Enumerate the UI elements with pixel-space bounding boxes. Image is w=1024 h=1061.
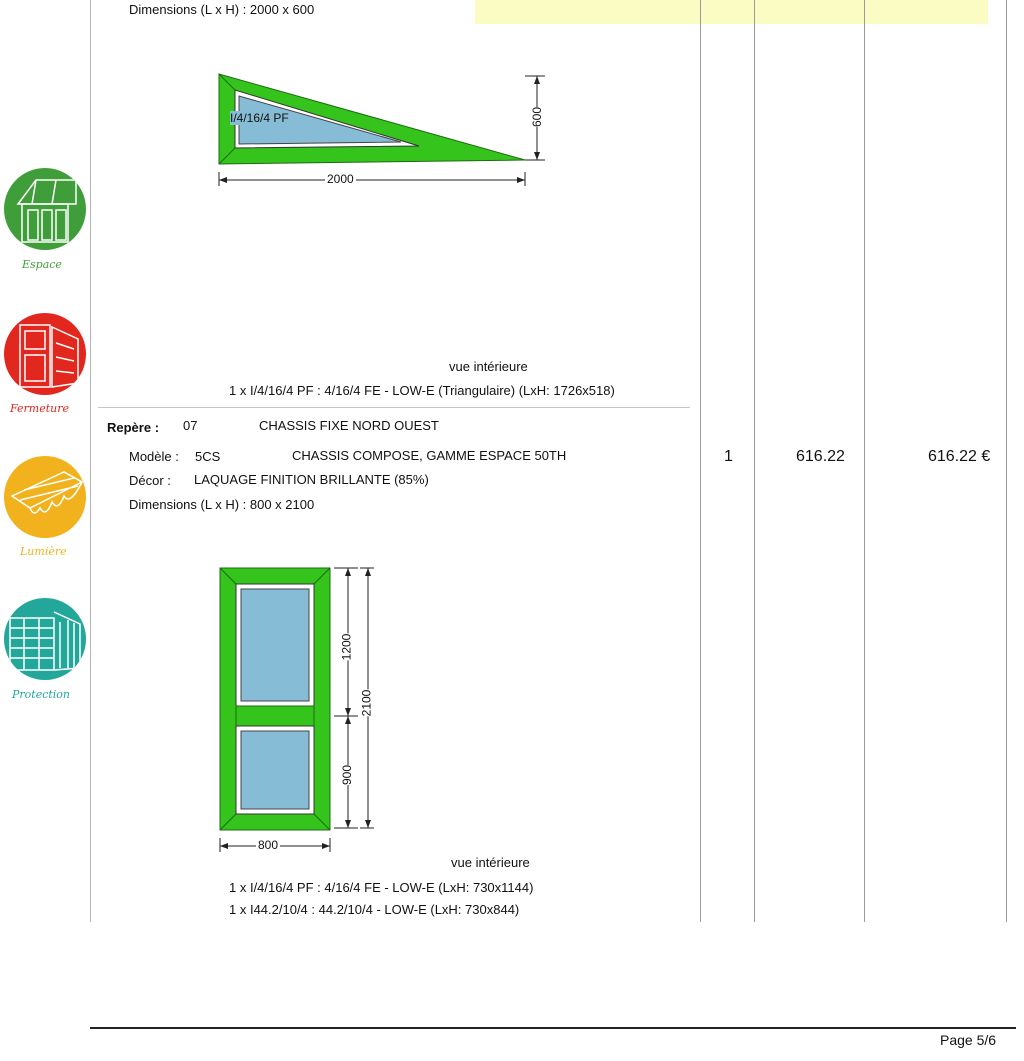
- item1-glazing: 1 x I/4/16/4 PF : 4/16/4 FE - LOW-E (Triangulaire) (LxH: 1726x518): [229, 383, 615, 398]
- lumiere-label: Lumière: [20, 545, 67, 558]
- protection-label: Protection: [12, 688, 71, 701]
- total-price-cell: 616.22 €: [928, 448, 991, 465]
- repere-title: CHASSIS FIXE NORD OUEST: [259, 418, 439, 433]
- item2-dim-width: 800: [258, 838, 279, 852]
- highlight-band: [475, 0, 988, 24]
- decor-label: Décor :: [129, 473, 171, 488]
- lumiere-logo: [4, 456, 86, 538]
- item1-glass-label: I/4/16/4 PF: [230, 111, 289, 125]
- unit-price-cell: 616.22: [796, 448, 845, 465]
- fermeture-logo: [4, 313, 86, 395]
- item1-dimensions: Dimensions (L x H) : 2000 x 600: [129, 2, 315, 17]
- protection-logo: [4, 598, 86, 680]
- espace-label: Espace: [22, 258, 62, 271]
- modele-desc: CHASSIS COMPOSE, GAMME ESPACE 50TH: [292, 448, 567, 463]
- footer-rule: [90, 1027, 1016, 1029]
- item1-dim-width: 2000: [327, 172, 354, 186]
- modele-label: Modèle :: [129, 449, 179, 464]
- awning-icon: [4, 456, 86, 538]
- page-number: Page 5/6: [940, 1032, 997, 1048]
- decor-value: LAQUAGE FINITION BRILLANTE (85%): [194, 472, 429, 487]
- shutter-icon: [4, 598, 86, 680]
- item2-glazing-2: 1 x I44.2/10/4 : 44.2/10/4 - LOW-E (LxH: 730x844): [229, 902, 520, 917]
- espace-logo: [4, 168, 86, 250]
- table-border-col2: [754, 0, 755, 922]
- item1-dim-height: 600: [530, 106, 545, 128]
- item2-glazing-1: 1 x I/4/16/4 PF : 4/16/4 FE - LOW-E (LxH: 730x1144): [229, 880, 534, 895]
- item2-dimensions: Dimensions (L x H) : 800 x 2100: [129, 497, 315, 512]
- item2-dim-bottom: 900: [340, 764, 355, 786]
- repere-value: 07: [183, 418, 198, 433]
- modele-code: 5CS: [195, 449, 221, 464]
- fermeture-label: Fermeture: [10, 402, 70, 415]
- triangle-window-drawing: [205, 68, 565, 188]
- row-separator: [98, 407, 690, 408]
- table-border-col3: [864, 0, 865, 922]
- door-icon: [4, 313, 86, 395]
- item2-view-label: vue intérieure: [451, 855, 530, 870]
- repere-label: Repère :: [107, 420, 160, 435]
- table-border-left: [90, 0, 91, 922]
- table-border-col1: [700, 0, 701, 922]
- veranda-icon: [4, 168, 86, 250]
- quantity-cell: 1: [724, 448, 733, 465]
- item1-view-label: vue intérieure: [449, 359, 528, 374]
- table-border-right: [1006, 0, 1007, 922]
- item2-dim-top: 1200: [339, 633, 354, 661]
- item2-dim-total: 2100: [359, 689, 374, 717]
